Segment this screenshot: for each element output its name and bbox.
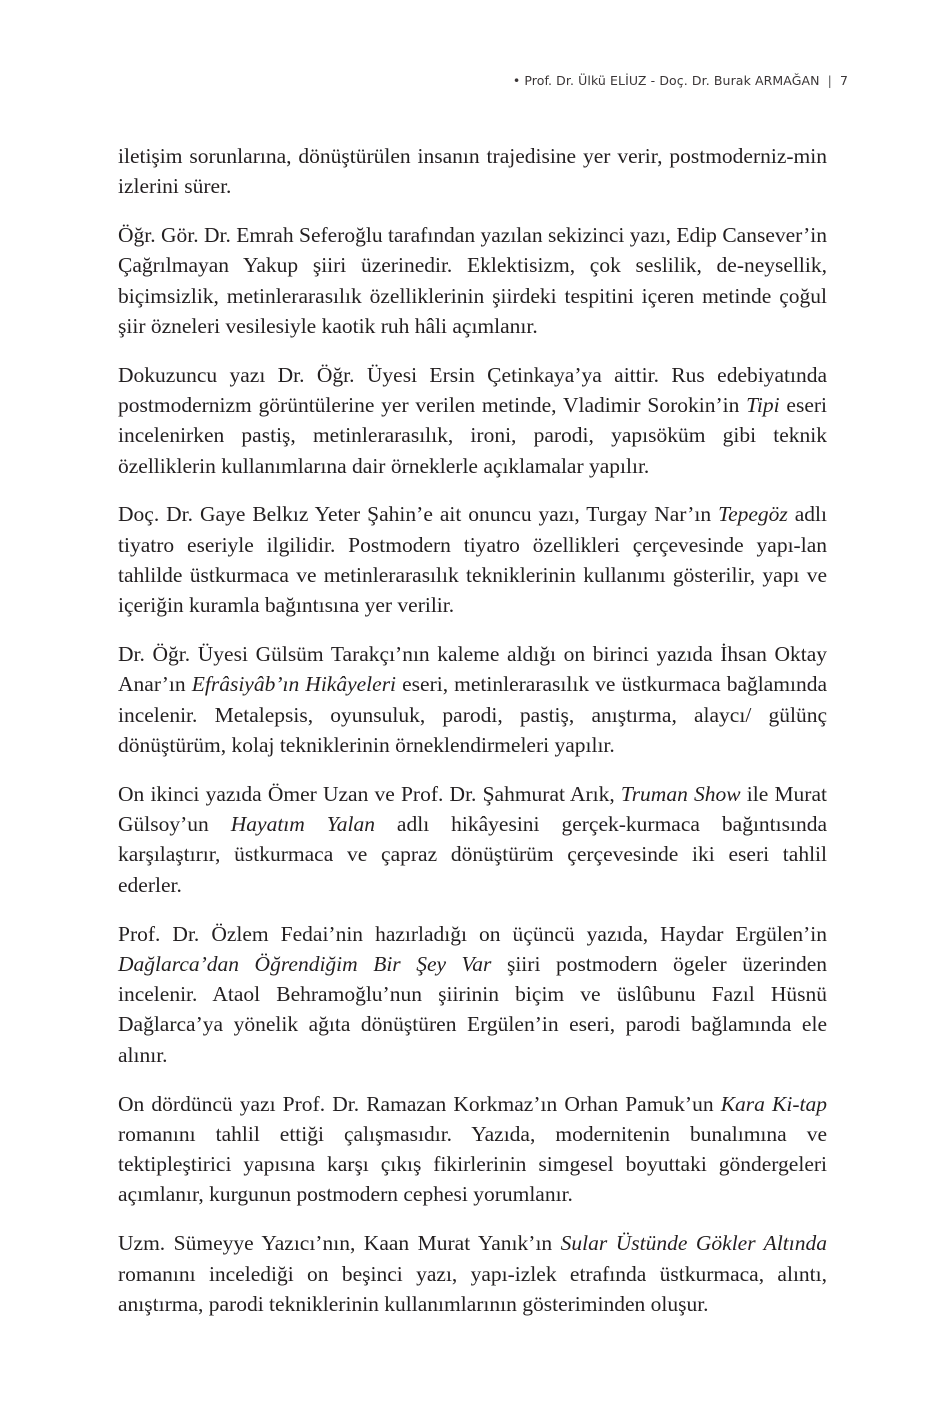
running-header [513,73,848,88]
paragraph-text: şiiri postmodern ögeler üzerinden incelenir. Ataol Behramoğlu’nun şiirinin biçim ve üslûbunu Fazıl Hüsnü Dağlarca’ya yönelik ağıta dönüştüren Ergülen’in eseri, parodi bağlamında ele alınır. [118,951,827,1067]
paragraph-text: adlı hikâyesini gerçek-kurmaca bağıntısında karşılaştırır, üstkurmaca ve çapraz dönüştürüm çerçevesinde iki eseri tahlil ederler. [118,812,828,897]
paragraph [118,919,827,1070]
paragraph [118,1089,827,1210]
work-title: Tepegöz [718,502,788,527]
paragraph-text: Uzm. Sümeyye Yazıcı’nın, Kaan Murat Yanık’ın [118,1231,561,1256]
work-title: Kara Ki-tap [720,1091,828,1116]
paragraph-text: Dokuzuncu yazı Dr. Öğr. Üyesi Ersin Çetinkaya’ya aittir. Rus edebiyatında postmodernizm görüntülerine yer verilen metinde, Vladimir Sorokin’in [118,362,827,418]
paragraph-text: eseri, metinlerarasılık ve üstkurmaca bağlamında incelenir. Metalepsis, oyunsuluk, parodi, pastiş, anıştırma, alaycı/ gülünç dönüştürüm, kolaj tekniklerinin örneklendirmeleri yapılır. [118,672,827,758]
paragraph-text: adlı tiyatro eseriyle ilgilidir. Postmodern tiyatro özellikleri çerçevesinde yapı-lan tahlilde üstkurmaca ve metinlerarasılık tekniklerinin kullanımı gösterilir, yapı ve içeriğin kuramla bağıntısına yer verilir. [118,502,827,618]
work-title: Tipi [746,393,780,418]
paragraph-text: eseri incelenirken pastiş, metinlerarasılık, ironi, parodi, yapısöküm gibi teknik özelliklerin kullanımlarına dair örneklerle açıklamalar yapılır. [118,393,827,478]
header-separator: | [827,73,832,88]
body-text [118,141,827,1338]
work-title: Truman Show [620,781,741,806]
paragraph-text: On ikinci yazıda Ömer Uzan ve Prof. Dr. Şahmurat Arık, [118,781,621,806]
work-title: Dağlarca’dan Öğrendiğim Bir Şey Var [118,951,492,976]
header-bullet: • [512,73,521,88]
paragraph [118,360,827,481]
paragraph-text: Prof. Dr. Özlem Fedai’nin hazırladığı on üçüncü yazıda, Haydar Ergülen’in [118,921,827,946]
paragraph [118,1228,827,1319]
paragraph [118,779,827,900]
paragraph-text: ile Murat Gülsoy’un [118,781,827,837]
paragraph-text: iletişim sorunlarına, dönüştürülen insanın trajedisine yer verir, postmoderniz-min izlerini sürer. [118,144,827,199]
paragraph [118,639,827,760]
paragraph-text: romanını incelediği on beşinci yazı, yapı-izlek etrafında üstkurmaca, alıntı, anıştırma, parodi tekniklerinin kullanımlarının gösteriminden oluşur. [118,1261,827,1316]
paragraph-text: Doç. Dr. Gaye Belkız Yeter Şahin’e ait onuncu yazı, Turgay Nar’ın [118,502,719,527]
work-title: Hayatım Yalan [230,812,375,837]
page-number: 7 [839,73,848,88]
work-title: Efrâsiyâb’ın Hikâyeleri [191,672,397,697]
paragraph-text: On dördüncü yazı Prof. Dr. Ramazan Korkmaz’ın Orhan Pamuk’un [118,1091,721,1116]
paragraph-text: Dr. Öğr. Üyesi Gülsüm Tarakçı’nın kaleme aldığı on birinci yazıda İhsan Oktay Anar’ın [118,642,827,697]
paragraph-text: Öğr. Gör. Dr. Emrah Seferoğlu tarafından yazılan sekizinci yazı, Edip Cansever’in Çağrılmayan Yakup şiiri üzerinedir. Eklektisizm, çok seslilik, de-neysellik, biçimsizlik, metinlerarasılık özelliklerinin şiirdeki tespitini içeren metinde çoğul şiir özneleri vesilesiyle kaotik ruh hâli açımlanır. [118,223,827,338]
paragraph-text: romanını tahlil ettiği çalışmasıdır. Yazıda, modernitenin bunalımına ve tektipleştirici yapısına karşı çıkış fikirlerinin simgesel boyuttaki göndergeleri açımlanır, kurgunun postmodern cephesi yorumlanır. [118,1121,827,1207]
paragraph [118,499,827,620]
work-title: Sular Üstünde Gökler Altında [560,1231,827,1256]
header-authors: Prof. Dr. Ülkü ELİUZ - Doç. Dr. Burak ARMAĞAN [524,73,820,88]
paragraph [118,141,827,202]
paragraph [118,220,827,341]
